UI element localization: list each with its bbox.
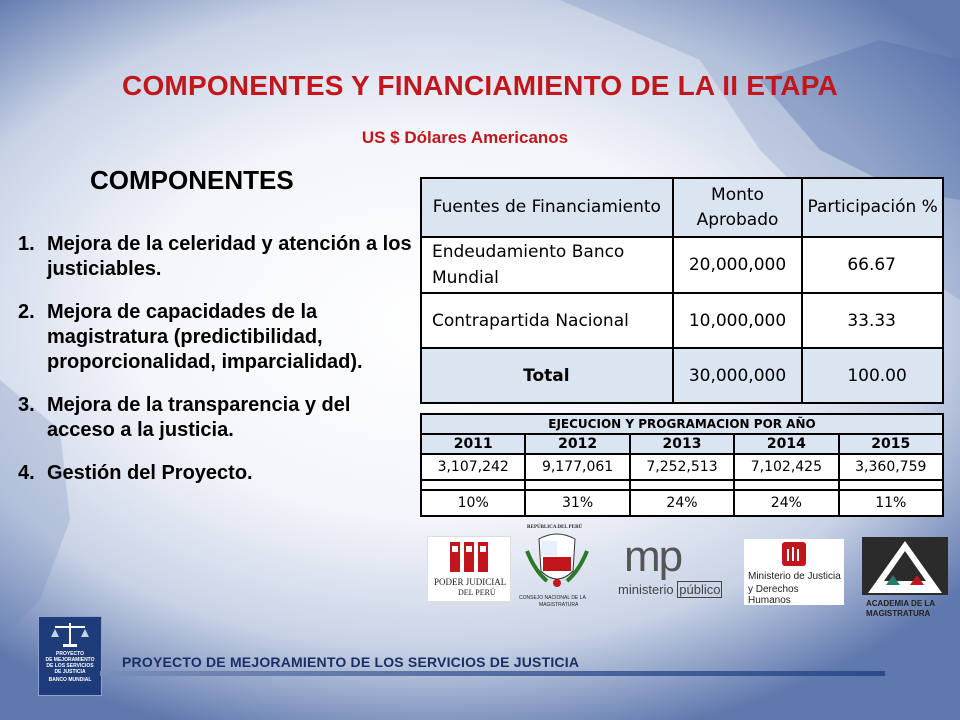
- column-header: Monto Aprobado: [673, 178, 803, 237]
- slide-title: COMPONENTES Y FINANCIAMIENTO DE LA II ETAPA: [122, 70, 838, 101]
- project-logo: [38, 616, 102, 696]
- cnm-name-line2: MAGISTRATURA: [539, 602, 579, 608]
- percentage-cell: 24%: [734, 490, 838, 516]
- project-logo-line: PROYECTO: [56, 651, 84, 657]
- project-logo-line: DE JUSTICIA: [54, 669, 86, 675]
- item-text: Mejora de capacidades de la magistratura (predictibilidad, proporcionalidad, imparcialidad).: [47, 301, 363, 373]
- item-text: Gestión del Proyecto.: [47, 462, 253, 484]
- academia-name-line2: MAGISTRATURA: [866, 609, 931, 618]
- source-cell: Contrapartida Nacional: [421, 293, 673, 348]
- share-cell: 100.00: [802, 348, 943, 403]
- cnm-logo: [517, 523, 597, 615]
- table-row: [421, 237, 943, 293]
- footer-bar: [100, 671, 885, 676]
- amount-cell: 7,252,513: [630, 454, 734, 480]
- year-cell: 2015: [839, 434, 943, 454]
- percentage-cell: 10%: [421, 490, 525, 516]
- ministerio-justicia-logo: [744, 539, 844, 605]
- item-number: 1.: [18, 233, 35, 255]
- amount-cell: 3,107,242: [421, 454, 525, 480]
- amount-cell: 3,360,759: [839, 454, 943, 480]
- list-item: [18, 232, 413, 282]
- scales-of-justice-icon: [39, 617, 101, 649]
- mp-name-part2: público: [679, 582, 721, 597]
- table-title-row: [421, 414, 943, 434]
- year-row: [421, 434, 943, 454]
- amount-cell: 10,000,000: [673, 293, 803, 348]
- financing-table: [420, 177, 944, 404]
- spacer-row: [421, 480, 943, 490]
- mp-name: [618, 582, 722, 597]
- minjus-name-line2: y Derechos Humanos: [748, 584, 799, 606]
- amount-cell: 20,000,000: [673, 237, 803, 293]
- list-item: [18, 461, 413, 486]
- table-header-row: [421, 178, 943, 237]
- column-header: Fuentes de Financiamiento: [421, 178, 673, 237]
- item-number: 3.: [18, 394, 35, 416]
- year-cell: 2011: [421, 434, 525, 454]
- amount-cell: 9,177,061: [525, 454, 629, 480]
- spacer-cell: [421, 480, 525, 490]
- slide-subtitle: US $ Dólares Americanos: [361, 128, 569, 147]
- column-header: Participación %: [802, 178, 943, 237]
- item-number: 4.: [18, 462, 35, 484]
- item-text: Mejora de la celeridad y atención a los justiciables.: [47, 233, 412, 280]
- percentage-cell: 24%: [630, 490, 734, 516]
- amount-row: [421, 454, 943, 480]
- spacer-cell: [839, 480, 943, 490]
- project-logo-text: [42, 651, 98, 683]
- year-cell: 2014: [734, 434, 838, 454]
- minjus-hand-icon: [744, 539, 844, 569]
- academia-name-line1: ACADEMIA DE LA: [866, 599, 936, 608]
- spacer-cell: [630, 480, 734, 490]
- share-cell: 33.33: [802, 293, 943, 348]
- share-cell: 66.67: [802, 237, 943, 293]
- list-item: [18, 300, 413, 375]
- percentage-row: [421, 490, 943, 516]
- total-row: [421, 348, 943, 403]
- percentage-cell: 11%: [839, 490, 943, 516]
- source-cell: Total: [421, 348, 673, 403]
- year-cell: 2013: [630, 434, 734, 454]
- spacer-cell: [525, 480, 629, 490]
- item-number: 2.: [18, 301, 35, 323]
- project-logo-line: DE LOS SERVICIOS: [46, 663, 94, 669]
- poder-judicial-emblem-icon: [428, 537, 510, 577]
- ministerio-publico-logo: [618, 532, 730, 600]
- peru-coat-of-arms-icon: [517, 531, 597, 591]
- components-heading: COMPONENTES: [90, 165, 294, 195]
- execution-table: [420, 413, 944, 517]
- project-logo-line: DE MEJORAMIENTO: [45, 657, 95, 663]
- amount-cell: 7,102,425: [734, 454, 838, 480]
- list-item: [18, 393, 413, 443]
- amount-cell: 30,000,000: [673, 348, 803, 403]
- mp-mark: mp: [624, 532, 682, 581]
- table-row: [421, 293, 943, 348]
- item-text: Mejora de la transparencia y del acceso a la justicia.: [47, 394, 351, 441]
- project-logo-line: BANCO MUNDIAL: [48, 677, 92, 683]
- poder-judicial-country: DEL PERÚ: [458, 588, 496, 597]
- academia-emblem-icon: [862, 537, 948, 595]
- poder-judicial-logo: [427, 536, 511, 602]
- academia-magistratura-logo: [862, 537, 948, 619]
- year-cell: 2012: [525, 434, 629, 454]
- cnm-republic-text: REPÚBLICA DEL PERÚ: [527, 525, 583, 530]
- footer-text: PROYECTO DE MEJORAMIENTO DE LOS SERVICIOS DE JUSTICIA: [122, 654, 580, 670]
- table-title: EJECUCION Y PROGRAMACION POR AÑO: [421, 414, 943, 434]
- mp-name-part1: ministerio: [618, 582, 674, 597]
- minjus-name-line1: Ministerio de Justicia: [748, 571, 841, 582]
- percentage-cell: 31%: [525, 490, 629, 516]
- spacer-cell: [734, 480, 838, 490]
- source-cell: Endeudamiento Banco Mundial: [421, 237, 673, 293]
- cnm-name-line1: CONSEJO NACIONAL DE LA: [519, 595, 586, 601]
- components-list: [18, 232, 413, 504]
- poder-judicial-name: PODER JUDICIAL: [434, 577, 507, 587]
